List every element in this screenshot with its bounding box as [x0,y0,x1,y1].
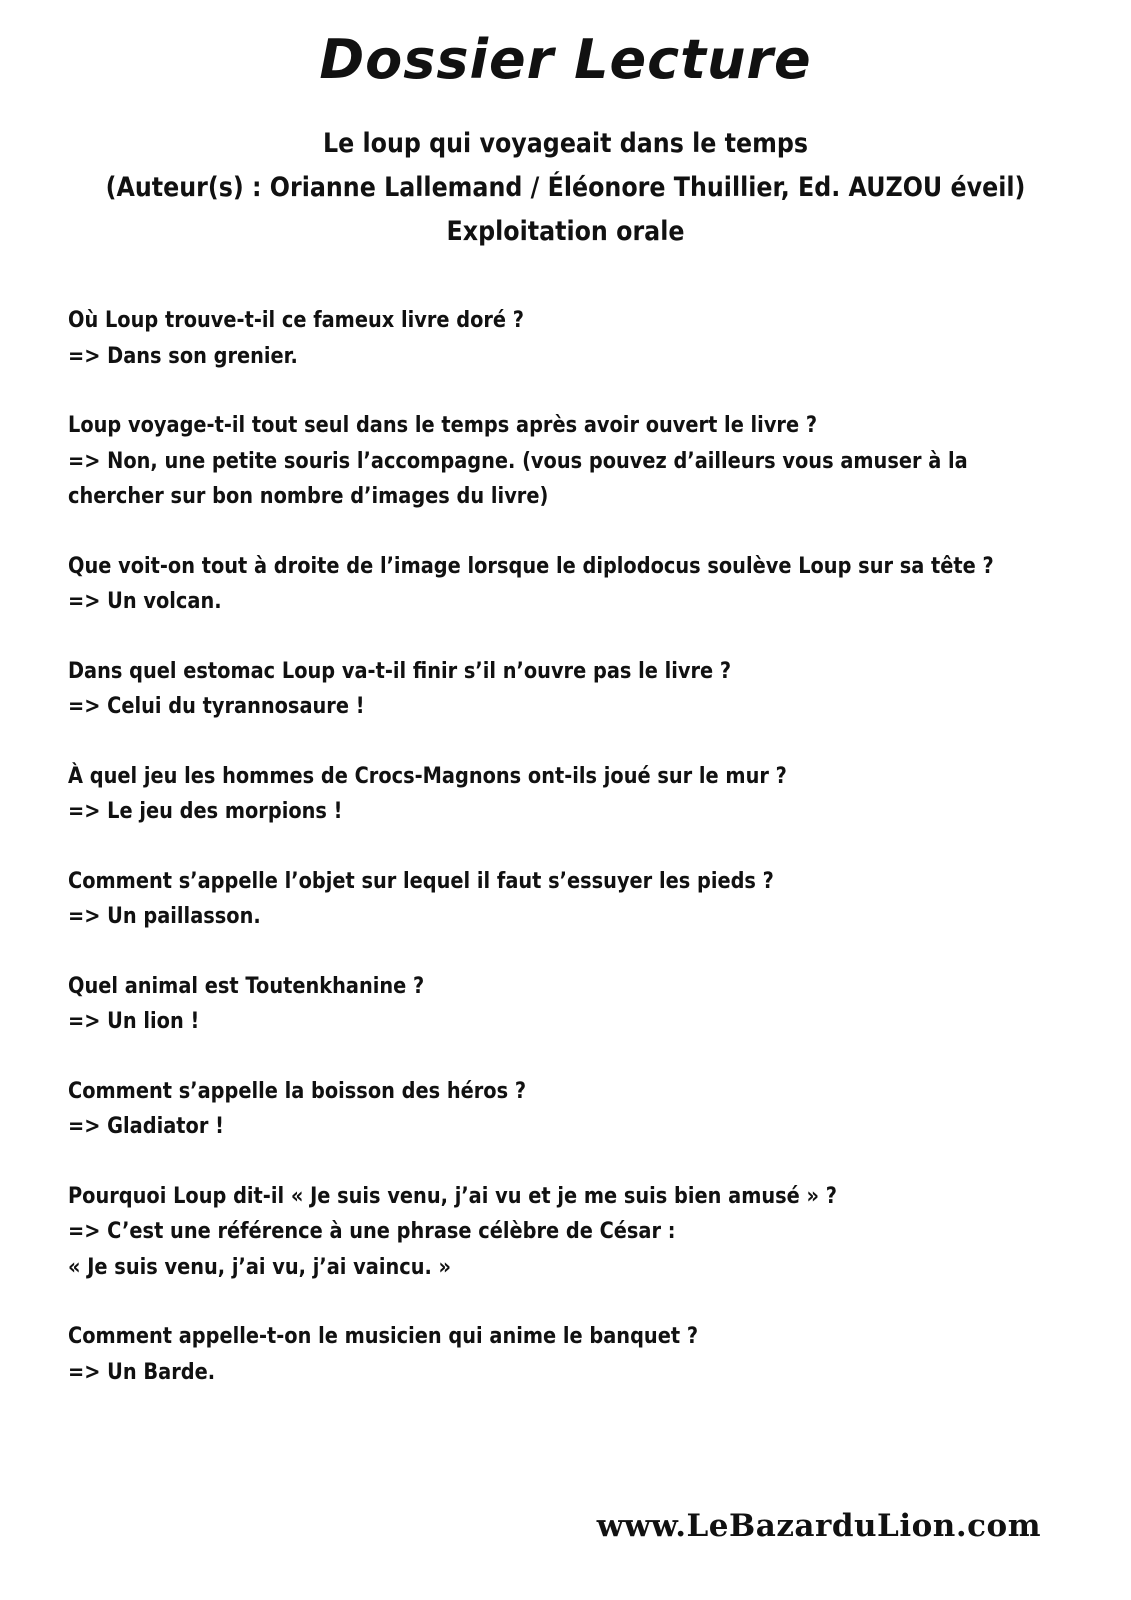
question: Dans quel estomac Loup va-t-il finir s’il n’ouvre pas le livre ? [68,657,732,684]
qa-list [68,303,1078,1424]
question: À quel jeu les hommes de Crocs-Magnons ont-ils joué sur le mur ? [68,762,787,789]
website-link[interactable]: www.LeBazarduLion.com [596,1508,1041,1544]
question: Où Loup trouve-t-il ce fameux livre doré ? [68,307,525,333]
answer: => Dans son grenier. [68,342,298,369]
question: Quel animal est Toutenkhanine ? [68,972,425,999]
question: Pourquoi Loup dit-il « Je suis venu, j’ai vu et je me suis bien amusé » ? [68,1182,837,1209]
qa-item [68,759,1078,830]
qa-item [68,303,1078,374]
answer: => Non, une petite souris l’accompagne. (vous pouvez d’ailleurs vous amuser à la [68,447,968,474]
qa-item [68,1179,1078,1286]
book-title: Le loup qui voyageait dans le temps [322,128,809,159]
answer: => Un volcan. [68,588,222,614]
answer: => Le jeu des morpions ! [68,798,343,824]
book-header [0,122,1131,254]
answer: => Celui du tyrannosaure ! [68,693,365,719]
qa-item [68,549,1078,620]
qa-item [68,1319,1078,1390]
answer-continued: « Je suis venu, j’ai vu, j’ai vaincu. » [68,1253,452,1280]
question: Que voit-on tout à droite de l’image lorsque le diplodocus soulève Loup sur sa tête ? [68,552,994,579]
qa-item [68,1074,1078,1145]
qa-item [68,864,1078,935]
qa-item [68,969,1078,1040]
question: Comment s’appelle la boisson des héros ? [68,1077,527,1104]
answer: => Gladiator ! [68,1113,224,1139]
answer: => Un Barde. [68,1358,216,1385]
page-title: Dossier Lecture [319,28,812,91]
answer-continued: chercher sur bon nombre d’images du livre) [68,483,549,509]
book-authors: (Auteur(s) : Orianne Lallemand / Éléonore Thuillier, Ed. AUZOU éveil) [105,172,1026,203]
book-subtitle: Exploitation orale [446,216,685,247]
question: Comment s’appelle l’objet sur lequel il faut s’essuyer les pieds ? [68,867,774,894]
answer: => Un lion ! [68,1008,200,1034]
answer: => C’est une référence à une phrase célèbre de César : [68,1218,676,1244]
qa-item [68,654,1078,725]
qa-item [68,408,1078,515]
question: Comment appelle-t-on le musicien qui anime le banquet ? [68,1323,699,1349]
question: Loup voyage-t-il tout seul dans le temps après avoir ouvert le livre ? [68,412,818,438]
answer: => Un paillasson. [68,903,261,929]
